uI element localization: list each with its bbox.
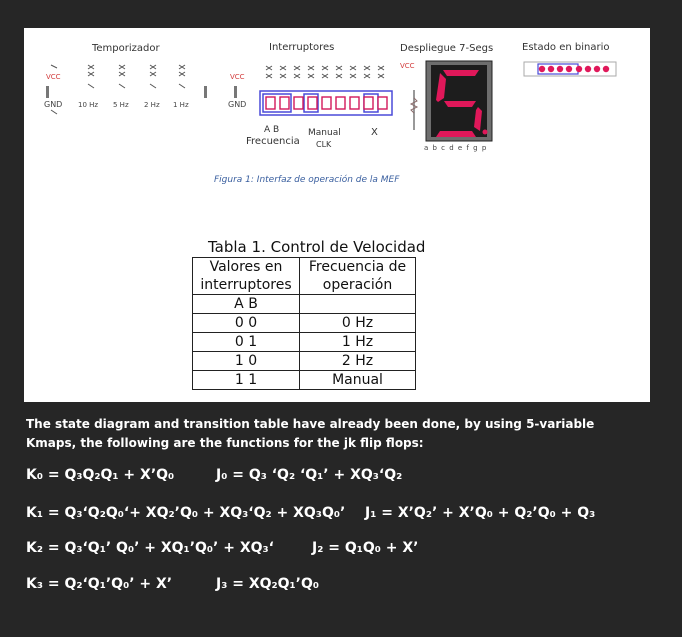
equation-k1: K₁ = Q₃‘Q₂Q₀‘+ XQ₂’Q₀ + XQ₃‘Q₂ + XQ₃Q₀’ [26,505,346,521]
header-left-line2: interruptores [193,276,300,295]
header-right-line1: Frecuencia de [300,258,416,277]
switch-ab-label: A B [264,125,280,135]
schematic-diagram [24,28,650,168]
vcc-label-display: VCC [400,62,415,70]
vcc-gnd-bar-switches [234,86,237,98]
binary-state-label: Estado en binario [522,42,610,53]
row-ab: 0 1 [193,333,300,352]
vcc-label-switches: VCC [230,73,245,81]
switches-label: Interruptores [269,42,335,53]
description-text: The state diagram and transition table have already been done, by using 5-variable Kmaps, the following are the functions for the jk flip flops: [26,417,595,450]
freq-label-10hz: 10 Hz [78,101,99,109]
row-ab: 0 0 [193,314,300,333]
table-row [193,371,416,390]
gnd-label-timer: GND [44,100,63,109]
speed-control-table [192,257,416,390]
clk-label: CLK [316,140,332,149]
timer-pins [51,65,185,114]
manual-label: Manual [308,128,341,138]
row-freq: 0 Hz [300,314,416,333]
row-freq: 2 Hz [300,352,416,371]
table-row [193,314,416,333]
table-title: Tabla 1. Control de Velocidad [208,238,426,256]
row-ab: 1 1 [193,371,300,390]
header-left-line1: Valores en [193,258,300,277]
sub-header-ab: A B [193,295,300,314]
row-ab: 1 0 [193,352,300,371]
x-label: X [371,127,378,138]
switch-bank [260,91,392,115]
equation-j2: J₂ = Q₁Q₀ + X’ [312,540,419,556]
vcc-gnd-bar-timer [46,86,49,98]
equation-j0: J₀ = Q₃ ‘Q₂ ‘Q₁’ + XQ₃‘Q₂ [216,467,403,483]
freq-label-5hz: 5 Hz [113,101,129,109]
switch-pins [266,66,384,78]
equation-j1: J₁ = X’Q₂’ + X’Q₀ + Q₂’Q₀ + Q₃ [365,505,596,521]
freq-label-2hz: 2 Hz [144,101,160,109]
row-freq: 1 Hz [300,333,416,352]
timer-label: Temporizador [92,43,160,54]
table-row [193,352,416,371]
equation-k2: K₂ = Q₃‘Q₁’ Q₀’ + XQ₁’Q₀’ + XQ₃‘ [26,540,274,556]
figure-caption: Figura 1: Interfaz de operación de la MEF [214,175,400,185]
seven-segment-display [411,61,492,141]
binary-leds [524,62,616,76]
figure-panel [24,28,650,402]
timer-bar [204,86,207,98]
vcc-label-timer: VCC [46,73,61,81]
equation-k0: K₀ = Q₃Q₂Q₁ + X’Q₀ [26,467,175,483]
gnd-label-switches: GND [228,100,247,109]
freq-label-1hz: 1 Hz [173,101,189,109]
display-label: Despliegue 7-Segs [400,43,494,54]
equation-j3: J₃ = XQ₂Q₁’Q₀ [216,576,320,592]
header-right-line2: operación [300,276,416,295]
sub-header-empty [300,295,416,314]
row-freq: Manual [300,371,416,390]
equation-k3: K₃ = Q₂‘Q₁’Q₀’ + X’ [26,576,173,592]
table-row [193,333,416,352]
segment-letters: a b c d e f g p [424,144,488,152]
frecuencia-label: Frecuencia [246,136,300,147]
